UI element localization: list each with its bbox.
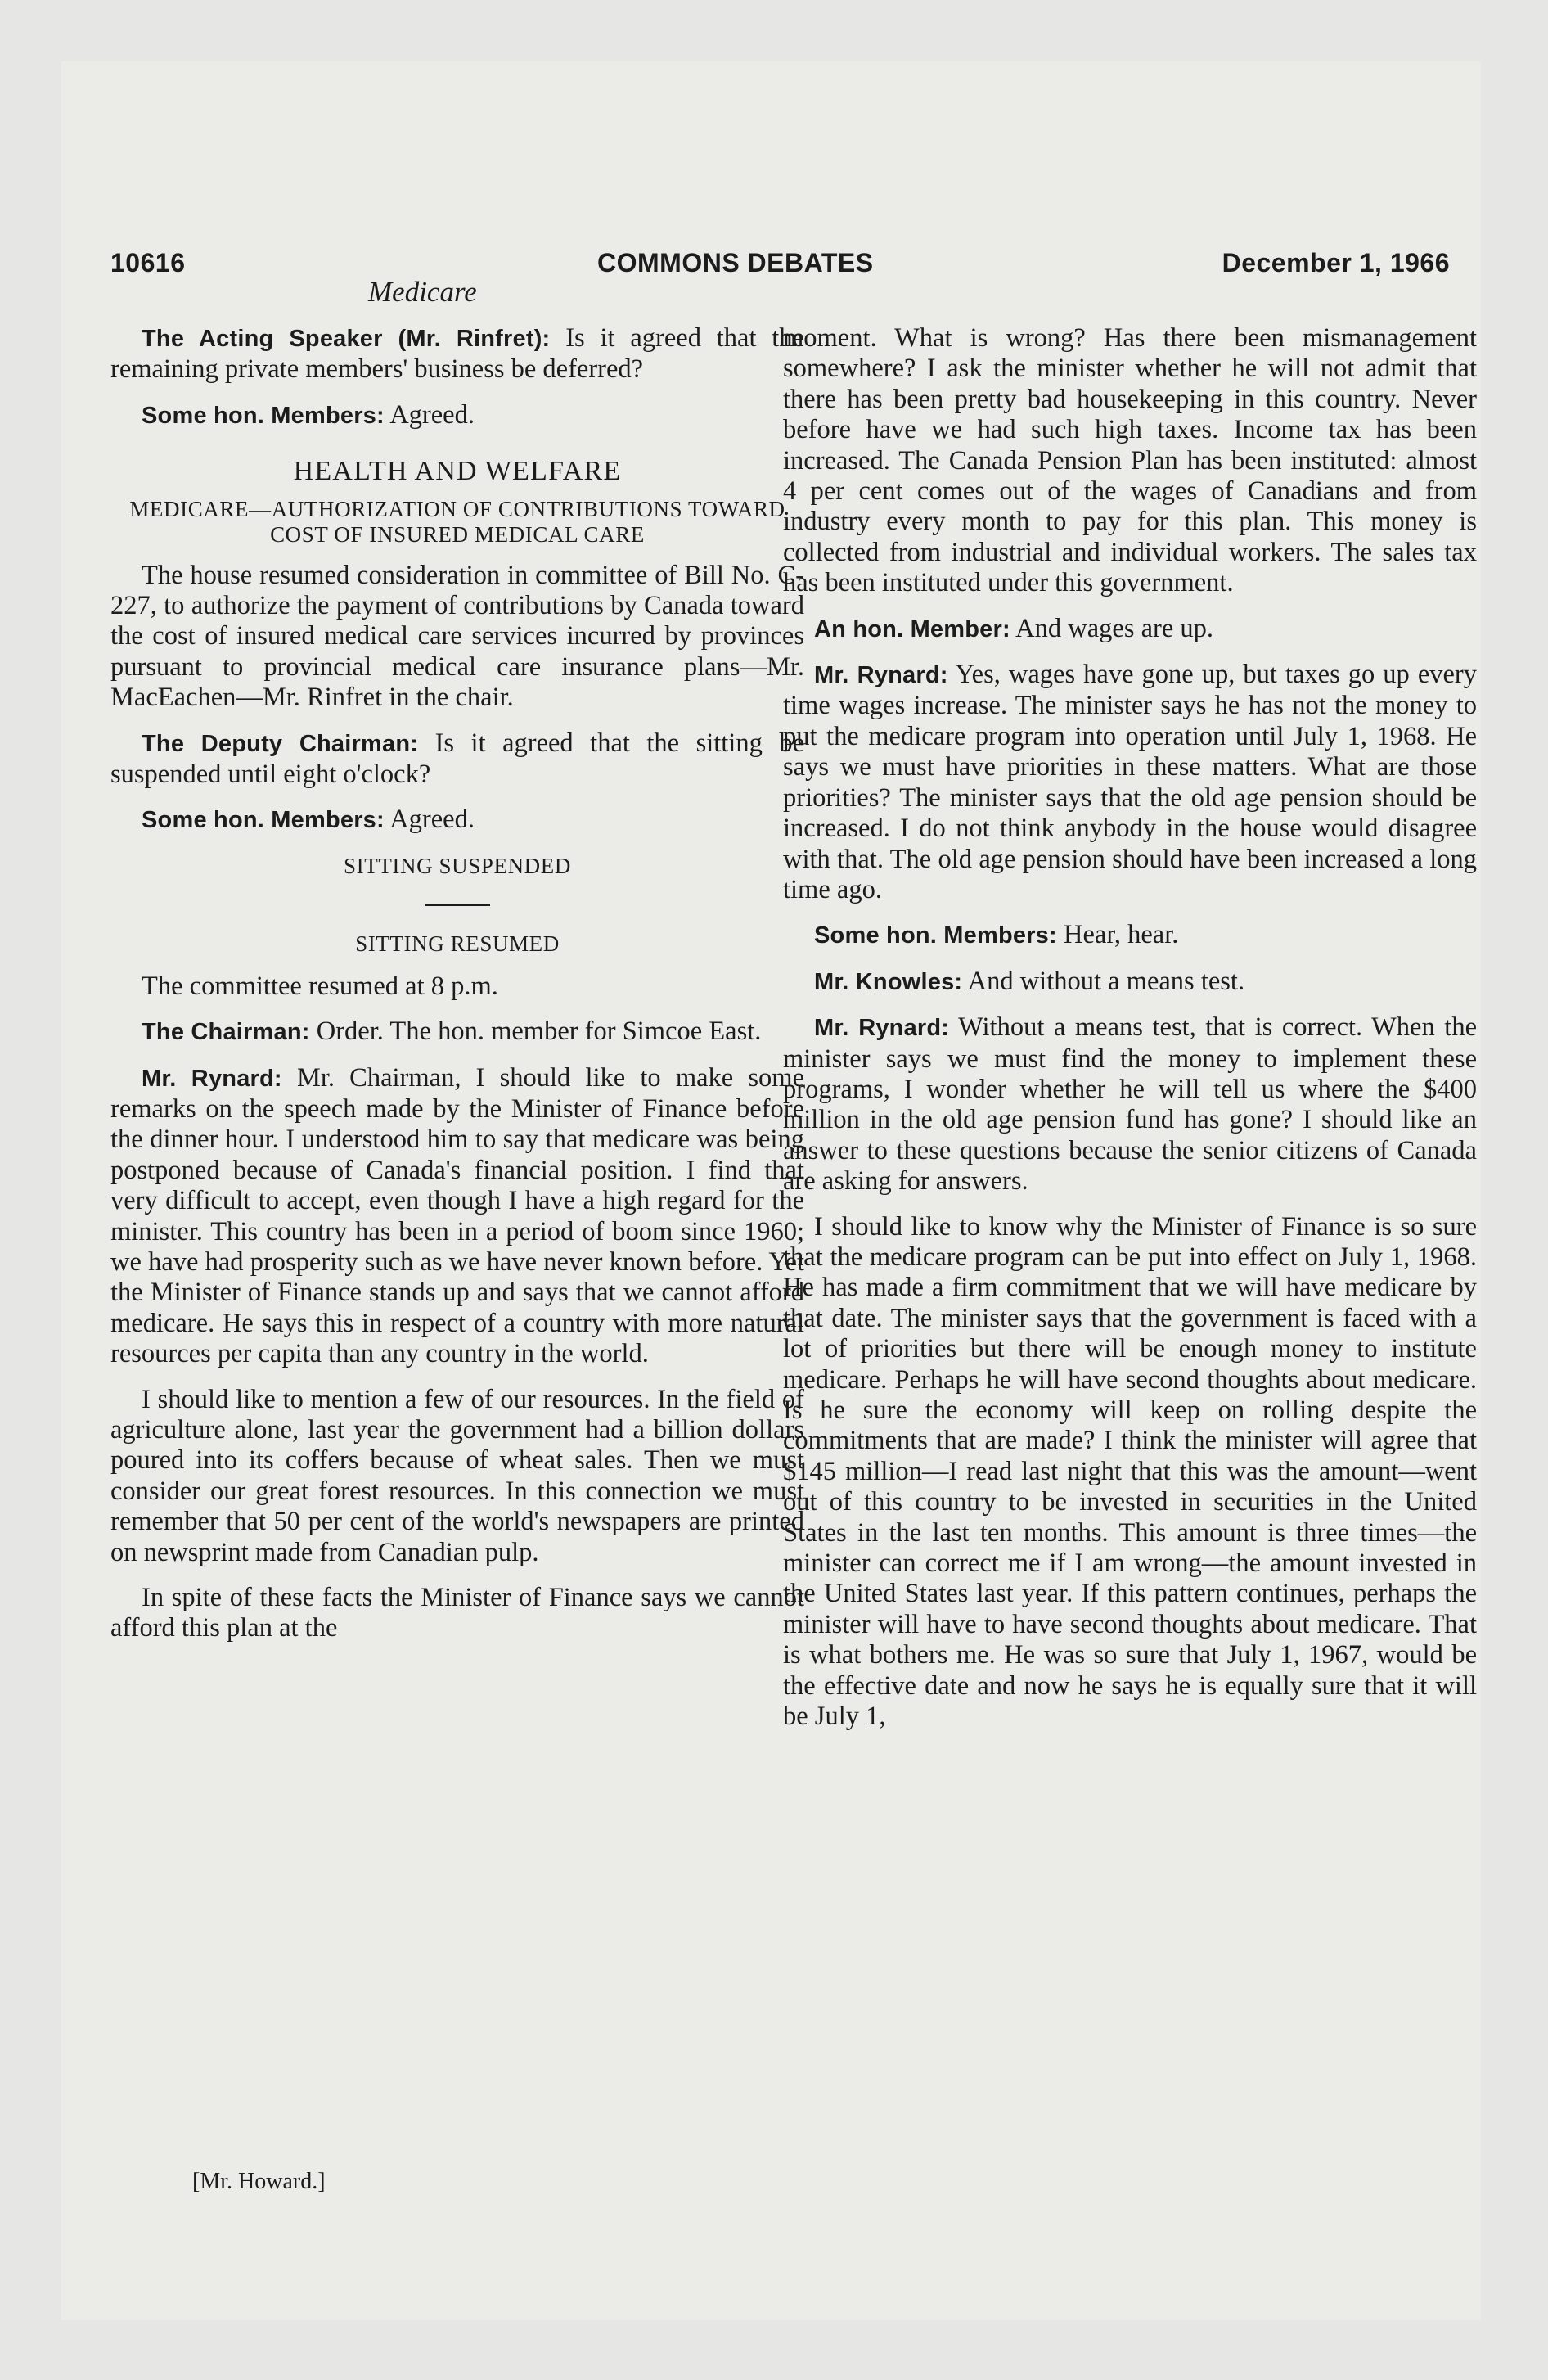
paragraph-text: Without a means test, that is correct. When the minister says we must find the money to implement these programs, I wonder whether he will tell us where the $400 million in the old age pension fund has gone? I should like an answer to these questions because the senior citizens of Canada are asking for answers. (783, 1012, 1477, 1197)
paragraph-text: Agreed. (384, 399, 475, 430)
divider (425, 904, 490, 906)
subheading: MEDICARE—AUTHORIZATION OF CONTRIBUTIONS TOWARD COST OF INSURED MEDICAL CARE (129, 496, 785, 547)
paragraph (110, 400, 804, 431)
speaker-name: An hon. Member: (814, 615, 1010, 642)
left-column (110, 323, 804, 1659)
speaker-name: Mr. Knowles: (814, 968, 963, 995)
speaker-name: Mr. Rynard: (142, 1065, 282, 1092)
paragraph (783, 614, 1477, 645)
paragraph-text: Agreed. (384, 805, 475, 835)
paragraph (783, 660, 1477, 905)
paragraph (783, 920, 1477, 951)
paragraph (110, 323, 804, 385)
publication-title: COMMONS DEBATES (597, 248, 874, 277)
paragraph-text: Mr. Chairman, I should like to make some remarks on the speech made by the Minister of Finance before the dinner hour. I understood him to say that medicare was being postponed because of Canada's financial position. I find that very difficult to accept, even though I have a high regard for the minister. This country has been in a period of boom since 1960; we have had prosperity such as we have never known before. Yet the Minister of Finance stands up and says that we cannot afford medicare. He says this in respect of a country with more natural resources per capita than any country in the world. (110, 1062, 804, 1369)
paragraph (783, 967, 1477, 998)
issue-date: December 1, 1966 (1222, 248, 1450, 277)
paragraph-text: Order. The hon. member for Simcoe East. (309, 1016, 762, 1047)
paragraph (110, 805, 804, 836)
paragraph-text: Hear, hear. (1056, 920, 1179, 950)
page (61, 61, 1481, 2320)
sitting-resumed-label: SITTING RESUMED (355, 931, 560, 957)
speaker-name: The Deputy Chairman: (142, 730, 419, 757)
paragraph: moment. What is wrong? Has there been mismanagement somewhere? I ask the minister whether he will not admit that there has been pretty bad housekeeping in this country. Never before have we had such high taxes. Income tax has been increased. The Canada Pension Plan has been instituted: almost 4 per cent comes out of the wages of Canadians and from industry every month to pay for this plan. This money is collected from industrial and individual workers. The sales tax has been instituted under this government. (783, 323, 1477, 598)
speaker-name: Some hon. Members: (142, 807, 385, 834)
paragraph-text: Yes, wages have gone up, but taxes go up every time wages increase. The minister says he has not the money to put the medicare program into operation until July 1, 1968. He says we must have priorities in these matters. What are those priorities? The minister says that the old age pension should be increased. I do not think anybody in the house would disagree with that. The old age pension should have been increased a long time ago. (783, 660, 1477, 904)
speaker-name: Mr. Rynard: (814, 1015, 950, 1042)
right-column (783, 323, 1477, 1747)
paragraph (783, 1012, 1477, 1197)
speaker-name: Mr. Rynard: (814, 662, 948, 689)
paragraph-text: And without a means test. (962, 966, 1245, 996)
paragraph (110, 1016, 804, 1048)
speaker-name: The Acting Speaker (Mr. Rinfret): (142, 326, 551, 352)
running-head: Medicare (368, 276, 477, 308)
paragraph: I should like to mention a few of our resources. In the field of agriculture alone, last year the government had a billion dollars poured into its coffers because of wheat sales. Then we must consider our great forest resources. In this connection we must remember that 50 per cent of the world's newspapers are printed on newsprint made from Canadian pulp. (110, 1384, 804, 1567)
speaker-name: Some hon. Members: (142, 402, 385, 429)
paragraph: I should like to know why the Minister of Finance is so sure that the medicare program can be put into effect on July 1, 1968. He has made a firm commitment that we will have medicare by that date. The minister says that the government is faced with a lot of priorities but there will be enough money to institute medicare. Perhaps he will have second thoughts about medicare. Is he sure the economy will keep on rolling despite the commitments that are made? I think the minister will agree that $145 million—I read last night that this was the amount—went out of this country to be invested in securities in the United States in the last ten months. This amount is three times—the minister can correct me if I am wrong—the amount invested in the United States last year. If this pattern continues, perhaps the minister will have to have second thoughts about medicare. That is what bothers me. He was so sure that July 1, 1967, would be the effective date and now he says he is equally sure that it will be July 1, (783, 1211, 1477, 1732)
section-title: HEALTH AND WELFARE (293, 456, 622, 487)
footer-attribution: [Mr. Howard.] (192, 2169, 326, 2194)
speaker-name: The Chairman: (142, 1019, 310, 1046)
paragraph-text: Is it agreed that the sitting be suspended until eight o'clock? (110, 728, 804, 790)
sitting-suspended-label: SITTING SUSPENDED (344, 853, 571, 878)
paragraph-text: Is it agreed that the remaining private members' business be deferred? (110, 323, 804, 385)
page-number: 10616 (110, 248, 186, 277)
paragraph: The house resumed consideration in committee of Bill No. C-227, to authorize the payment of contributions by Canada toward the cost of insured medical care services incurred by provinces pursuant to provincial medical care insurance plans—Mr. MacEachen—Mr. Rinfret in the chair. (110, 560, 804, 713)
paragraph: The committee resumed at 8 p.m. (142, 971, 498, 1001)
paragraph (110, 728, 804, 791)
speaker-name: Some hon. Members: (814, 922, 1057, 949)
paragraph (110, 1063, 804, 1370)
paragraph: In spite of these facts the Minister of Finance says we cannot afford this plan at the (110, 1583, 804, 1643)
paragraph-text: And wages are up. (1010, 613, 1214, 643)
